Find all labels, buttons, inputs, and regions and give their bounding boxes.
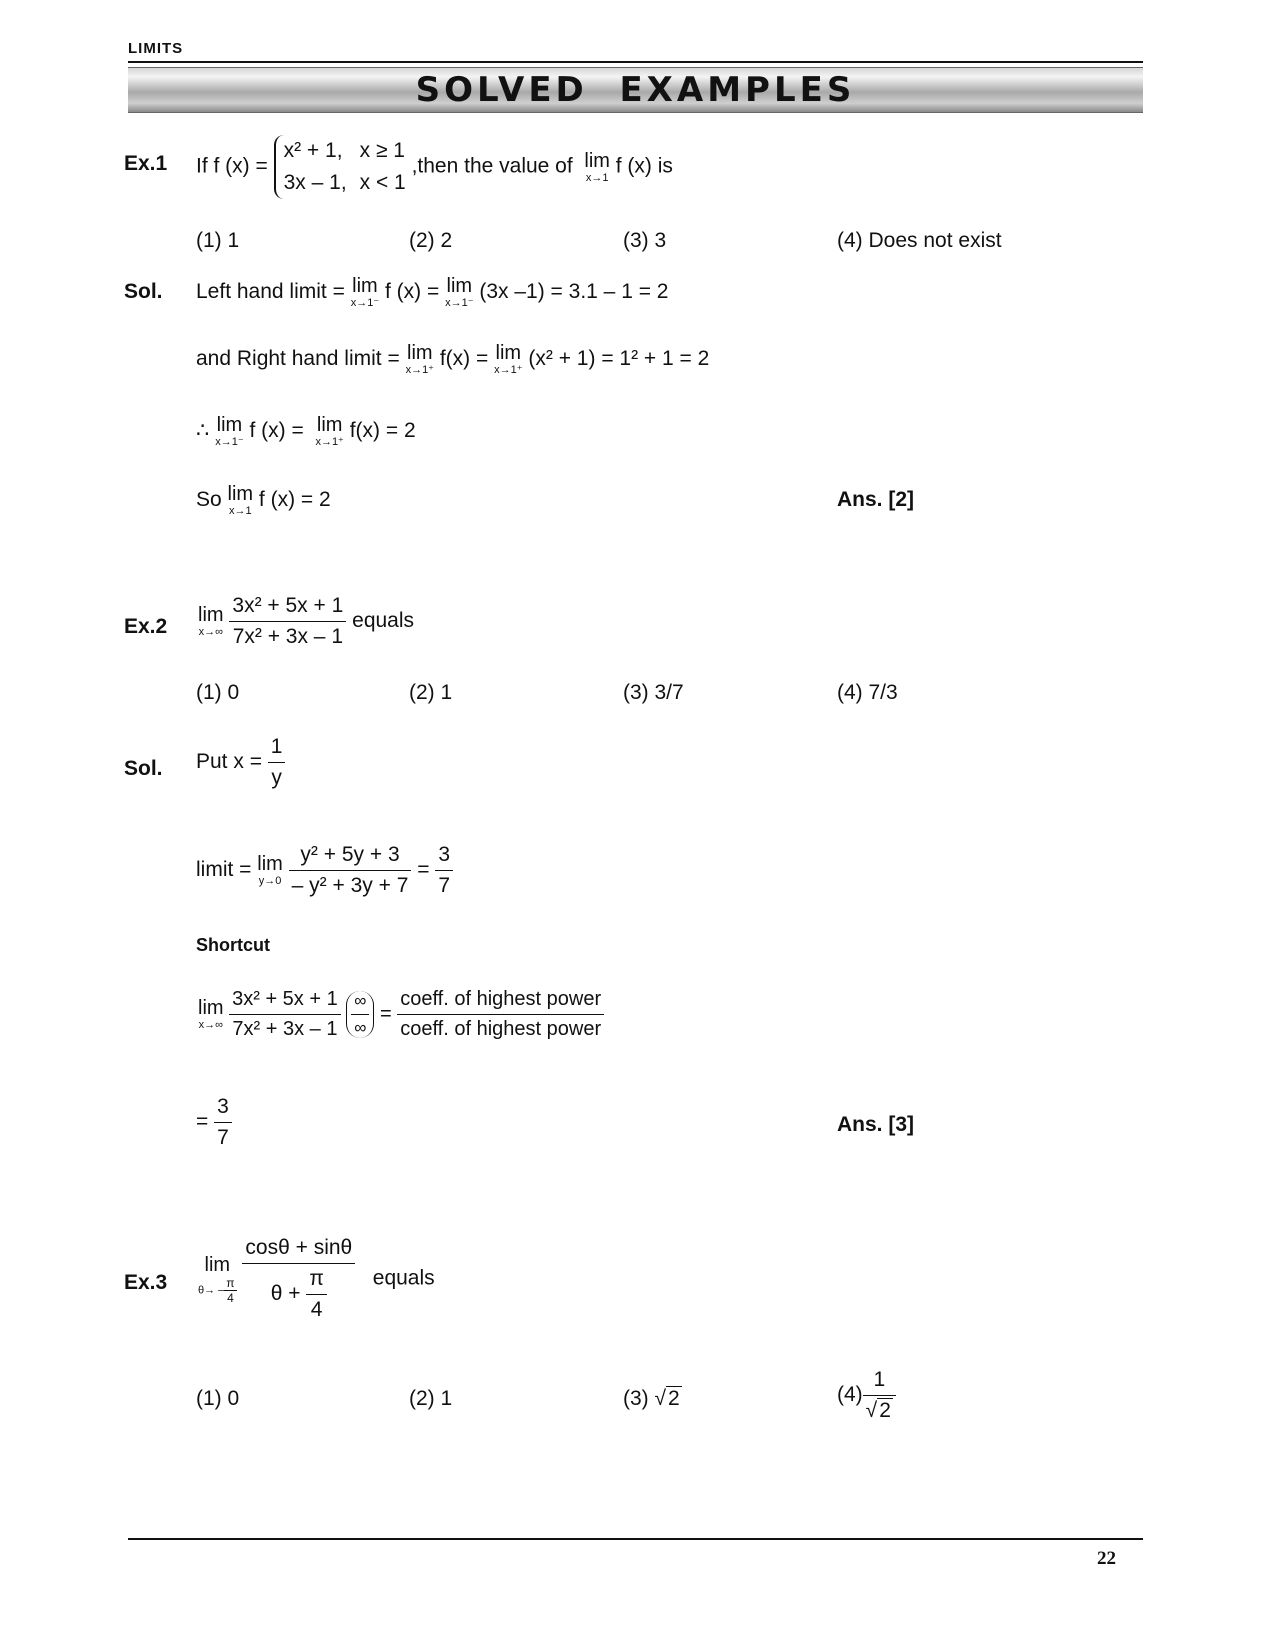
result-eq: = xyxy=(196,1110,209,1134)
one-over-sqrt-2: $\frac{1}{√2}$ xyxy=(863,1368,896,1423)
ex1-answer: Ans. [2] xyxy=(837,488,915,511)
ex1-q-prefix: If f (x) = xyxy=(196,154,268,178)
ex1-option-1: (1) 1 xyxy=(196,229,240,252)
lhl-fx: f (x) = xyxy=(384,280,440,304)
coeff-fraction: $\frac{\text{coeff. of highest power}}{\text{coeff. of highest power}}$ xyxy=(397,988,604,1041)
ex3-fraction: cosθ + sinθ θ + $\frac{\pi}{4}$ xyxy=(242,1236,355,1322)
ex1-sol-label: Sol. xyxy=(124,280,163,303)
ex1-option-2: (2) 2 xyxy=(409,229,453,252)
ex3-label: Ex.3 xyxy=(124,1271,168,1294)
page-number: 22 xyxy=(1097,1548,1116,1569)
so-rest: f (x) = 2 xyxy=(258,488,331,512)
lim-lhl-2: lim x→1⁻ xyxy=(445,275,474,309)
rhl-text: and Right hand limit = xyxy=(196,347,400,371)
ex2-option-1: (1) 0 xyxy=(196,681,240,704)
ex3-question xyxy=(198,1236,435,1322)
rhl-fx: f(x) = xyxy=(439,347,489,371)
therefore-end: f(x) = 2 xyxy=(349,419,416,443)
ex1-case2-expr: 3x – 1, xyxy=(283,171,347,194)
shortcut-heading: Shortcut xyxy=(196,935,270,955)
ex1-case1 xyxy=(284,135,406,167)
lim-rhl-1: lim x→1⁺ xyxy=(405,342,434,376)
ex1-q-end: f (x) is xyxy=(615,154,673,178)
solved-examples-banner xyxy=(128,67,1143,113)
shortcut-line xyxy=(198,988,604,1041)
ex1-label: Ex.1 xyxy=(124,152,168,175)
limit-text: limit = xyxy=(196,858,252,882)
limit-eq: = xyxy=(417,858,430,882)
lim-therefore-2: lim x→1⁺ xyxy=(315,414,344,448)
ex2-equals: equals xyxy=(352,609,415,633)
ex3-option-1: (1) 0 xyxy=(196,1387,240,1410)
pi-over-4-sub: $\frac{\pi}{4}$ xyxy=(226,1275,235,1305)
therefore-symbol: ∴ xyxy=(196,419,210,443)
ex2-answer: Ans. [3] xyxy=(837,1113,915,1136)
ex2-result xyxy=(196,1095,232,1150)
ex1-therefore-line xyxy=(196,415,416,448)
ex2-option-4: (4) 7/3 xyxy=(837,681,898,704)
inf-over-inf: $\frac{\infty}{\infty}$ xyxy=(346,991,374,1038)
ex2-sol-label: Sol. xyxy=(124,757,163,780)
ex2-option-3: (3) 3/7 xyxy=(623,681,684,704)
ex3-option-3: (3) √2 xyxy=(623,1387,680,1410)
lim-rhl-2: lim x→1⁺ xyxy=(494,342,523,376)
ex1-question xyxy=(196,135,673,199)
lhl-text: Left hand limit = xyxy=(196,280,345,304)
lim-therefore-1: lim x→1⁻ xyxy=(215,414,244,448)
ex2-label: Ex.2 xyxy=(124,615,168,638)
so-text: So xyxy=(196,488,222,512)
three-sevenths: $\frac{3}{7}$ xyxy=(435,843,453,898)
footer-rule xyxy=(128,1538,1143,1540)
rhl-rest: (x² + 1) = 1² + 1 = 2 xyxy=(528,347,710,371)
ex1-lhl-line xyxy=(196,276,668,309)
ex1-case1-cond: x ≥ 1 xyxy=(359,139,405,162)
shortcut-eq: = xyxy=(379,1002,392,1025)
lim-y0: lim y→0 xyxy=(257,853,283,887)
y-fraction: $\frac{\text{y² + 5y + 3}}{\text{– y² + 3y + 7}}$ xyxy=(289,843,412,898)
ex1-case2-cond: x < 1 xyxy=(359,171,406,194)
ex2-put-line xyxy=(196,735,285,790)
put-text: Put x = xyxy=(196,750,262,774)
ex2-lim: lim x→∞ xyxy=(198,604,224,638)
ex2-question xyxy=(198,594,414,649)
lim-so: lim x→1 xyxy=(227,483,254,517)
ex1-option-4: (4) Does not exist xyxy=(837,229,1002,252)
therefore-fx: f (x) = xyxy=(249,419,304,443)
ex3-option-4: (4) $\frac{1}{√2}$ xyxy=(837,1368,896,1423)
section-header: LIMITS xyxy=(128,40,184,57)
ex1-so-line xyxy=(196,484,331,517)
ex1-q-mid: ,then the value of xyxy=(411,154,573,178)
banner-title: SOLVED EXAMPLES xyxy=(415,70,856,110)
lim-shortcut: lim x→∞ xyxy=(198,997,224,1031)
ex3-lim: lim θ→ – $\frac{\pi}{4}$ xyxy=(198,1253,235,1305)
ex1-case1-expr: x² + 1, xyxy=(283,139,343,162)
ex2-option-2: (2) 1 xyxy=(409,681,453,704)
ex1-rhl-line xyxy=(196,343,709,376)
ex2-limit-line xyxy=(196,843,453,898)
ex3-option-2: (2) 1 xyxy=(409,1387,453,1410)
one-over-y: $\frac{1}{y}$ xyxy=(268,735,286,790)
ex1-case2 xyxy=(284,167,406,199)
sqrt-2: √2 xyxy=(654,1387,680,1410)
ex1-lim: lim x→1 xyxy=(584,149,610,184)
ex1-option-3: (3) 3 xyxy=(623,229,667,252)
shortcut-fraction: $\frac{\text{3x² + 5x + 1}}{\text{7x² + 3x – 1}}$ xyxy=(229,988,341,1041)
header-rule xyxy=(128,61,1143,63)
ex3-equals: equals xyxy=(372,1266,435,1290)
lim-lhl-1: lim x→1⁻ xyxy=(350,275,380,309)
result-fraction: $\frac{3}{7}$ xyxy=(214,1095,232,1150)
ex2-fraction: $\frac{\text{3x² + 5x + 1}}{\text{7x² + 3x – 1}}$ xyxy=(229,594,346,649)
lhl-rest: (3x –1) = 3.1 – 1 = 2 xyxy=(479,280,669,304)
ex1-piecewise xyxy=(274,135,406,199)
pi-over-4: $\frac{\pi}{4}$ xyxy=(306,1267,327,1322)
